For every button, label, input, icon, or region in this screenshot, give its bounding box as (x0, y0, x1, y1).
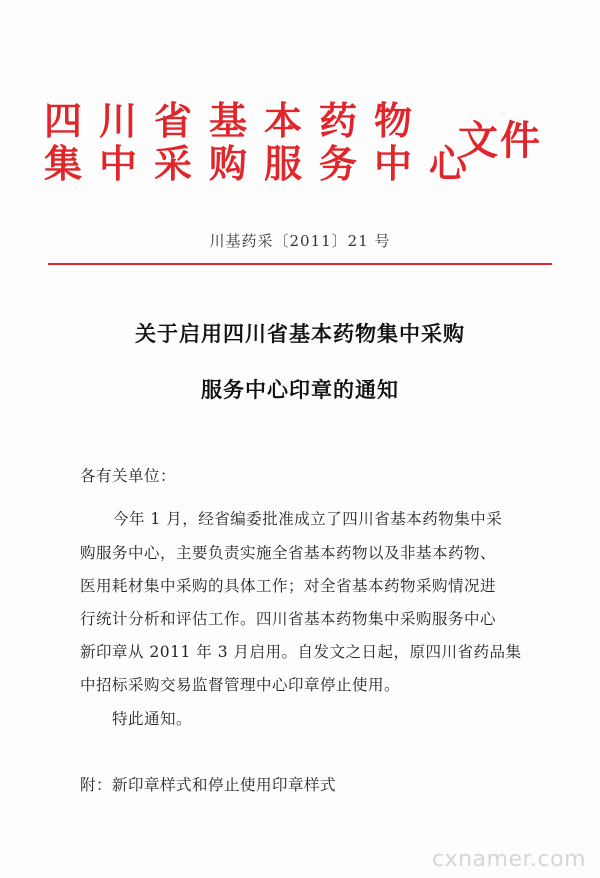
document-number: 川基药采〔2011〕21 号 (209, 232, 391, 250)
attachment-note: 附：新印章样式和停止使用印章样式 (80, 776, 337, 794)
body-line: 新印章从 2011 年 3 月启用。自发文之日起，原四川省药品集 (80, 643, 522, 661)
org-name-line-2: 集中采购服务中心 (44, 142, 485, 186)
notice-title-line-2: 服务中心印章的通知 (201, 378, 399, 402)
org-name-line-1: 四川省基本药物 (44, 99, 430, 143)
body-line: 医用耗材集中采购的具体工作；对全省基本药物采购情况进 (80, 577, 497, 595)
site-watermark: cxnamer.com (431, 847, 586, 872)
body-line: 今年 1 月，经省编委批准成立了四川省基本药物集中采 (113, 510, 503, 528)
doc-type-label: 文件 (458, 118, 542, 164)
notice-title-line-1: 关于启用四川省基本药物集中采购 (135, 322, 465, 346)
salutation: 各有关单位： (80, 467, 177, 485)
body-line: 行统计分析和评估工作。四川省基本药物集中采购服务中心 (80, 610, 497, 628)
masthead (0, 0, 600, 200)
body-line: 中招标采购交易监督管理中心印章停止使用。 (80, 676, 401, 694)
body-line: 购服务中心，主要负责实施全省基本药物以及非基本药物、 (80, 544, 497, 562)
closing-remark: 特此通知。 (112, 710, 193, 728)
red-divider (48, 263, 552, 265)
